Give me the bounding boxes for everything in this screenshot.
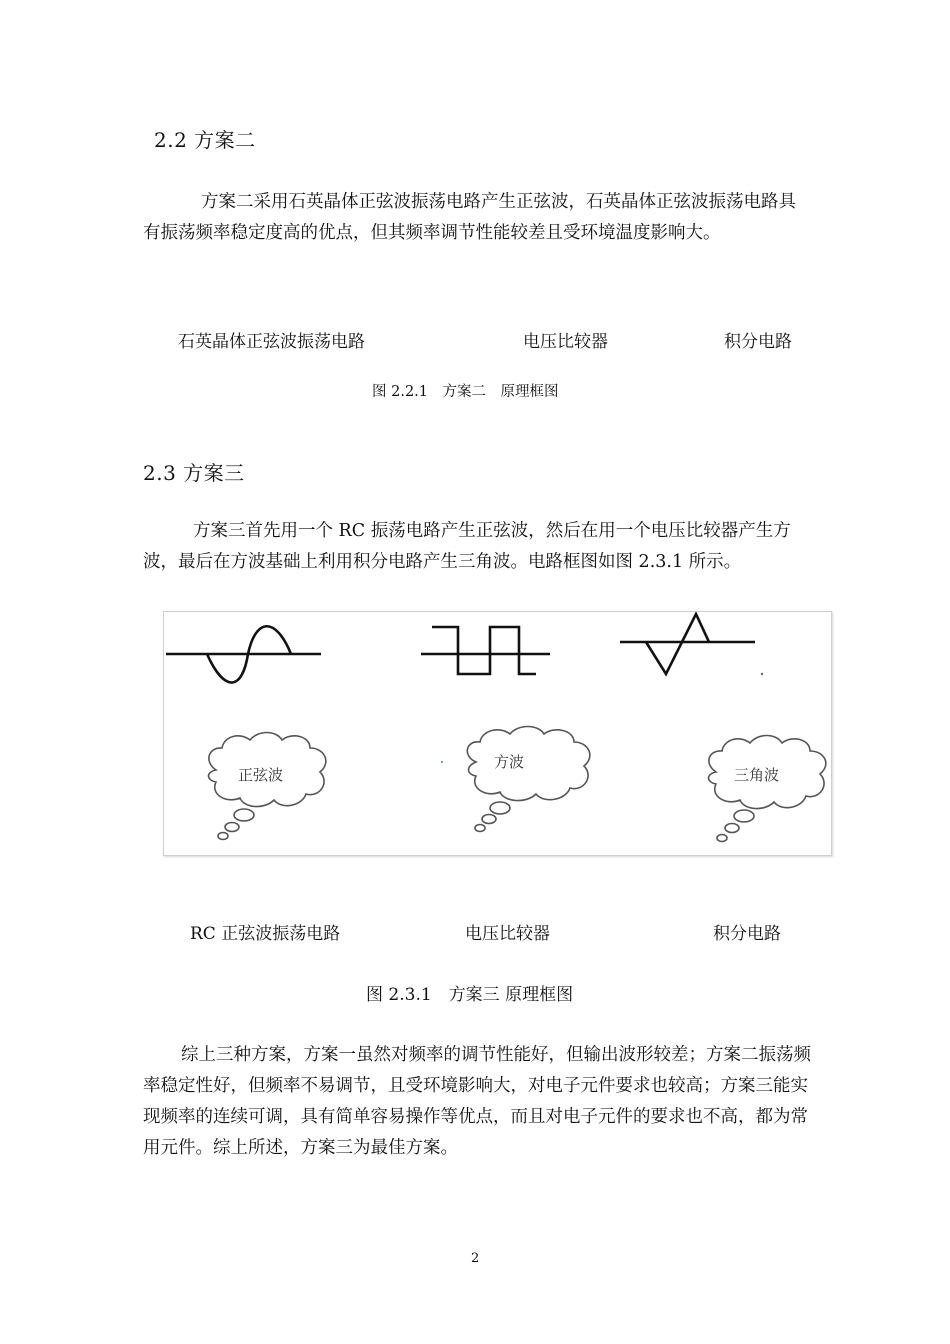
cloud-callout-triangle [709,736,826,842]
scheme3-block-label-2: 电压比较器 [465,924,550,944]
section-2-3-paragraph: 方案三首先用一个 RC 振荡电路产生正弦波，然后在用一个电压比较器产生方波，最后在方波基础上利用积分电路产生三角波。电路框图如图 2.3.1 所示。 [143,521,791,572]
scheme3-block-label-1: RC 正弦波振荡电路 [190,924,341,944]
cloud-label-square: 方波 [494,753,525,771]
conclusion-paragraph: 综上三种方案，方案一虽然对频率的调节性能好，但输出波形较差；方案二振荡频率稳定性好，但频率不易调节，且受环境影响大，对电子元件要求也较高；方案三能实现频率的连续可调，具有简单容易操作等优点，而且对电子元件的要求也不高，都为常用元件。综上所述，方案三为最佳方案。 [143,1045,811,1158]
scheme2-block-label-3: 积分电路 [724,332,792,352]
section-2-2-heading: 2.2 方案二 [154,128,256,152]
square-waveform [421,627,550,674]
cloud-callout-square [467,727,590,832]
section-2-2-paragraph: 方案二采用石英晶体正弦波振荡电路产生正弦波，石英晶体正弦波振荡电路具有振荡频率稳定度高的优点，但其频率调节性能较差且受环境温度影响大。 [143,192,796,243]
triangle-waveform [620,614,755,674]
cloud-label-triangle: 三角波 [734,766,780,784]
sine-waveform [166,626,321,682]
scheme3-block-label-3: 积分电路 [713,924,781,944]
figure-2-3-1 [163,611,832,856]
waveform-diagram [164,612,831,855]
cloud-label-sine: 正弦波 [238,766,284,784]
scheme2-block-label-1: 石英晶体正弦波振荡电路 [178,332,365,352]
page-number: 2 [471,1251,480,1266]
figure-2-2-1-caption: 图 2.2.1 方案二 原理框图 [372,384,559,400]
section-2-3-heading: 2.3 方案三 [143,461,245,485]
figure-2-3-1-caption: 图 2.3.1 方案三 原理框图 [366,985,574,1005]
cloud-callout-sine [209,733,326,840]
scheme2-block-label-2: 电压比较器 [523,332,608,352]
